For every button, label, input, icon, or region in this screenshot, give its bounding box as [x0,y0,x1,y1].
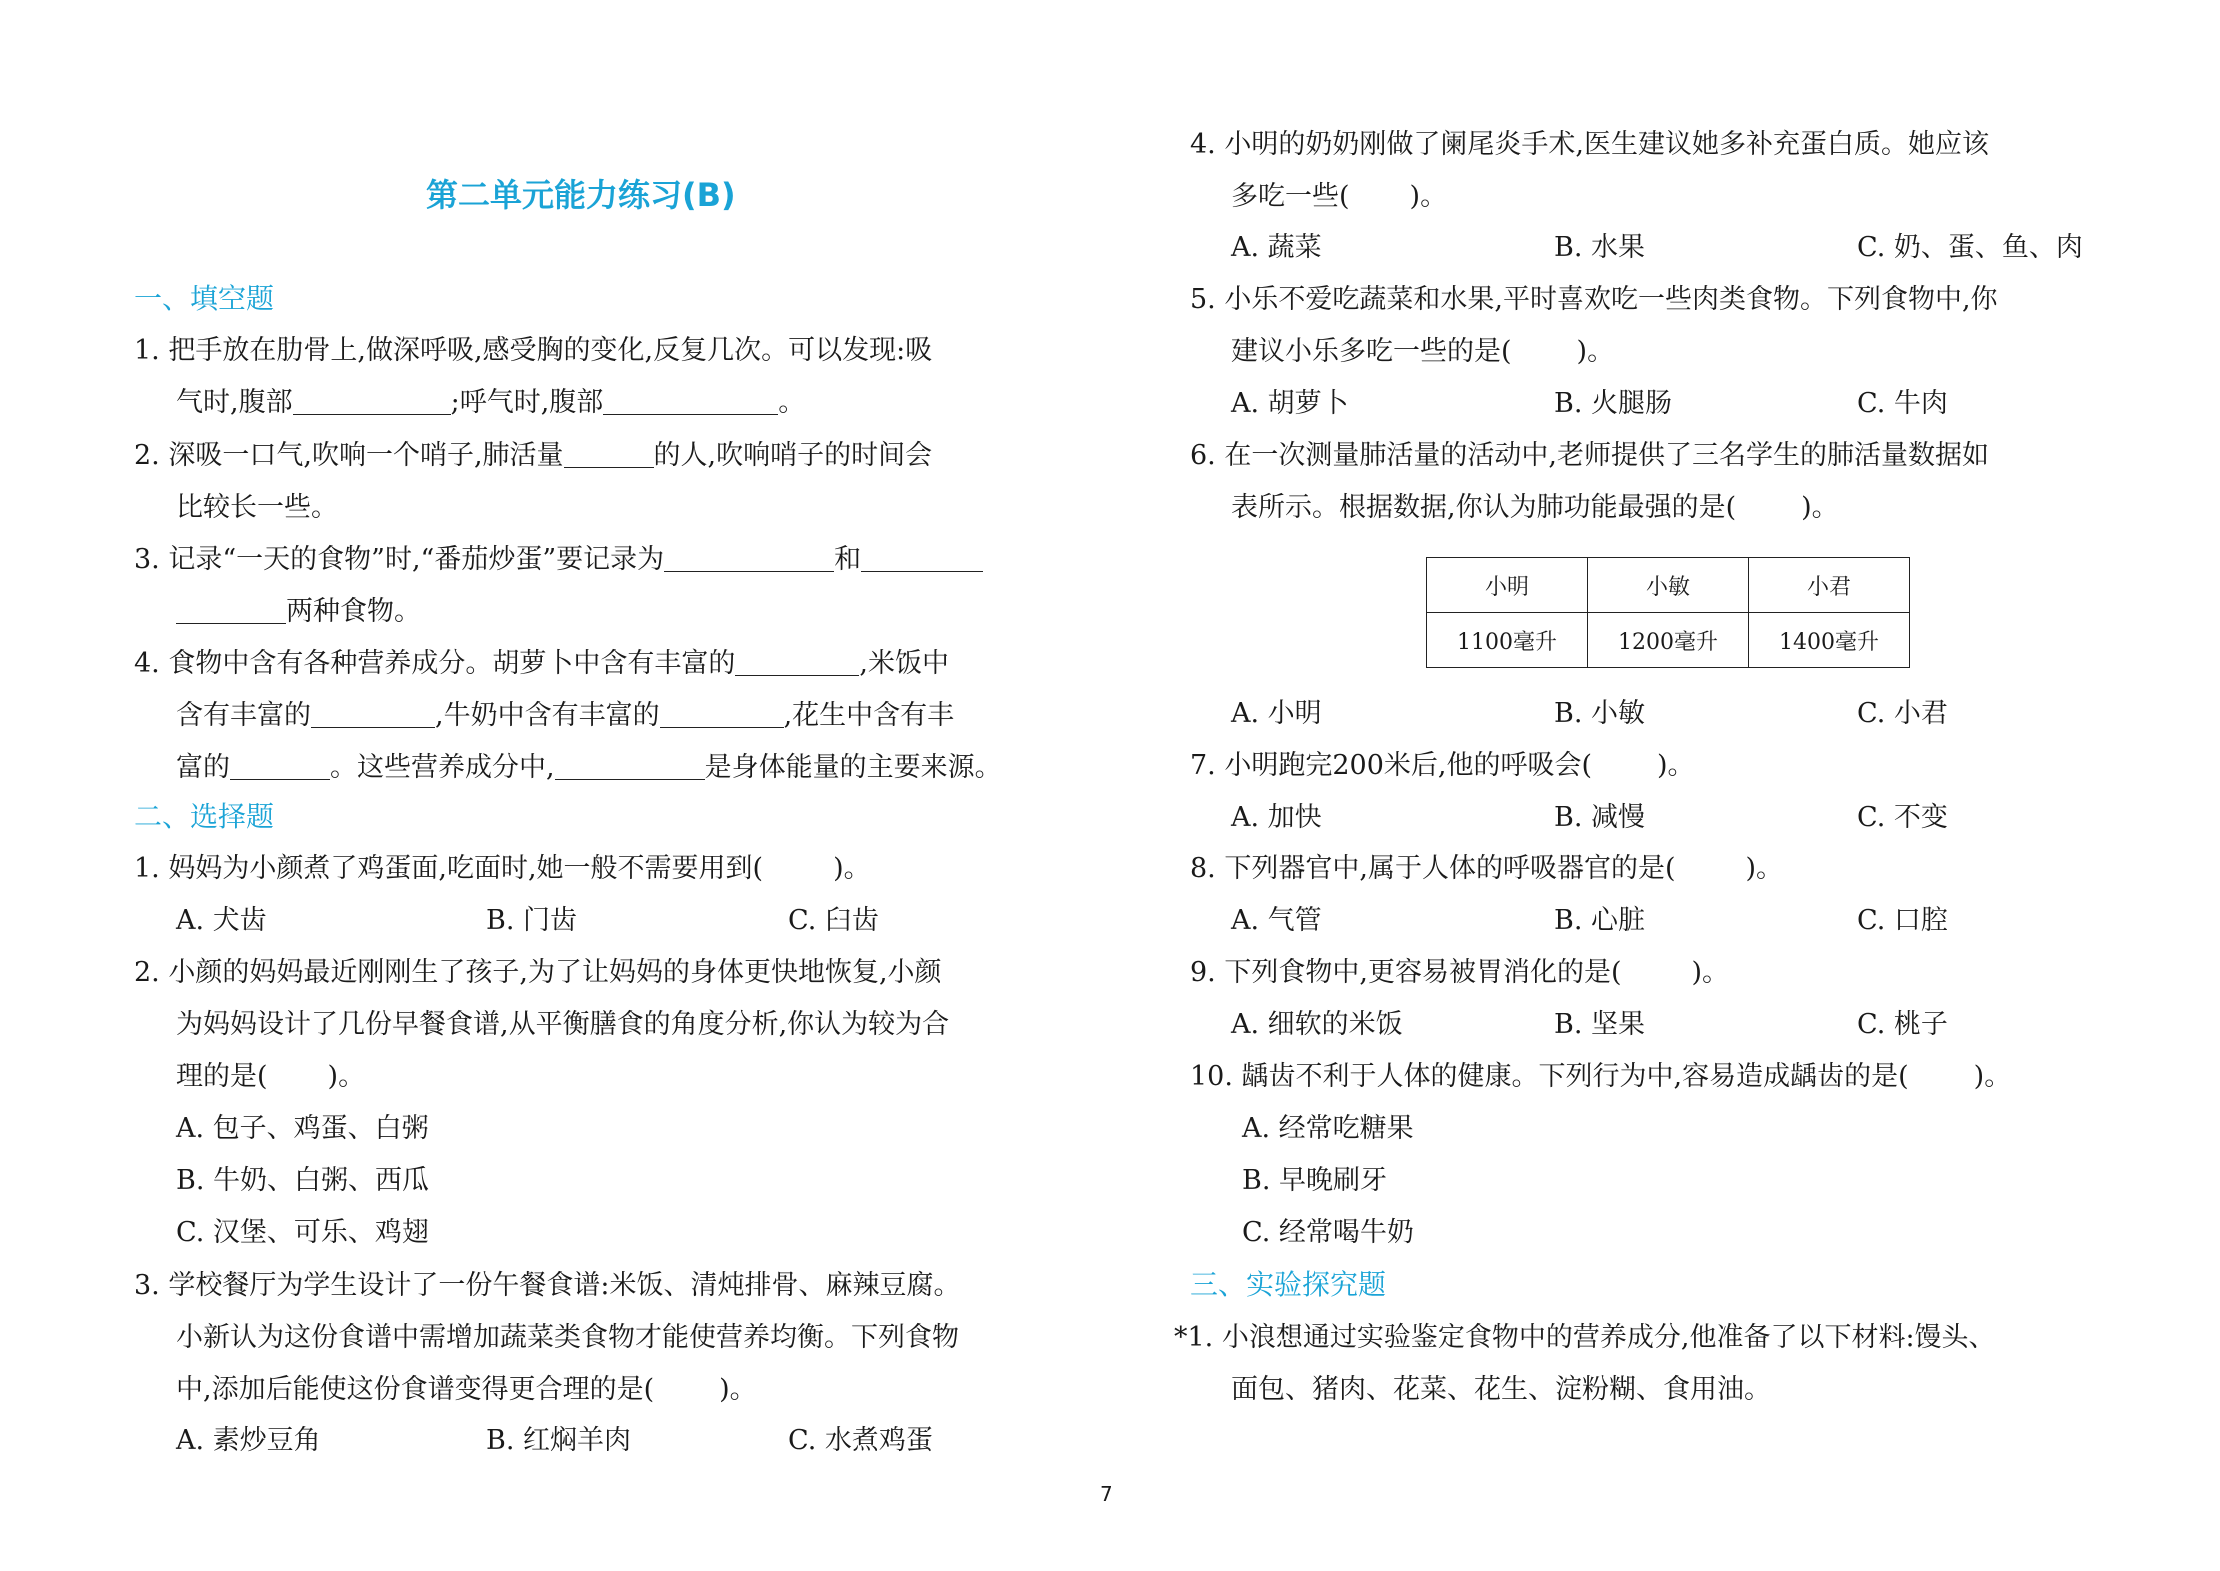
question-number: 4. [1190,129,1216,160]
question-number: 1. [134,853,160,884]
question-text: 妈妈为小颜煮了鸡蛋面,吃面时,她一般不需要用到( [168,853,764,884]
answer-blank[interactable] [861,543,983,572]
answer-blank[interactable] [230,751,330,780]
question-text: )。 [1745,853,1784,884]
question-number: 10. [1190,1061,1233,1092]
choice-q2-option-b[interactable]: B. 牛奶、白粥、西瓜 [176,1165,430,1196]
question-text: )。 [1657,750,1695,781]
question-text: 小颜的妈妈最近刚刚生了孩子,为了让妈妈的身体更快地恢复,小颜 [168,957,942,988]
choice-q6-option-b[interactable]: B. 小敏 [1554,698,1646,729]
question-text: ,米饭中 [859,648,949,679]
question-text: )。 [1973,1061,2012,1092]
choice-q2-option-c[interactable]: C. 汉堡、可乐、鸡翅 [176,1217,429,1248]
choice-q1-option-c[interactable]: C. 臼齿 [788,905,879,936]
choice-q9-stem [1190,953,1729,993]
fill-q1-line2 [176,383,805,423]
choice-q2-line2: 为妈妈设计了几份早餐食谱,从平衡膳食的角度分析,你认为较为合 [176,1009,950,1040]
question-number: 3. [134,544,160,575]
choice-q1-option-a[interactable]: A. 犬齿 [176,905,267,936]
choice-q6-option-a[interactable]: A. 小明 [1231,698,1322,729]
choice-q8-option-b[interactable]: B. 心脏 [1554,905,1646,936]
fill-q4-line3 [176,748,1002,788]
choice-q4-line1 [1190,125,1989,165]
choice-q1-option-b[interactable]: B. 门齿 [486,905,578,936]
question-text: ;呼气时,腹部 [450,387,604,418]
question-text: 学校餐厅为学生设计了一份午餐食谱:米饭、清炖排骨、麻辣豆腐。 [168,1270,961,1301]
choice-q10-stem [1190,1057,2011,1097]
choice-q7-option-a[interactable]: A. 加快 [1231,802,1322,833]
choice-q2-line3 [176,1057,365,1097]
question-text: ,牛奶中含有丰富的 [435,700,660,731]
choice-q8-option-c[interactable]: C. 口腔 [1857,905,1948,936]
table-cell: 1200毫升 [1588,613,1749,668]
question-text: 记录“一天的食物”时,“番茄炒蛋”要记录为 [168,544,665,575]
experiment-q1-line2: 面包、猪肉、花菜、花生、淀粉糊、食用油。 [1231,1374,1771,1405]
choice-q6-line1 [1190,436,1989,476]
answer-blank[interactable] [555,751,705,780]
question-number: 2. [134,440,160,471]
choice-q10-option-b[interactable]: B. 早晚刷牙 [1242,1165,1388,1196]
question-text: 理的是( [176,1061,268,1092]
choice-q8-option-a[interactable]: A. 气管 [1231,905,1322,936]
question-number: 2. [134,957,160,988]
question-number: 4. [134,648,160,679]
fill-q4-line2 [176,696,954,736]
answer-blank[interactable] [564,439,654,468]
question-number: 3. [134,1270,160,1301]
question-text: 。这些营养成分中, [330,752,555,783]
choice-q8-stem [1190,849,1783,889]
question-number: 8. [1190,853,1216,884]
choice-q10-option-c[interactable]: C. 经常喝牛奶 [1242,1217,1414,1248]
choice-q7-option-c[interactable]: C. 不变 [1857,802,1948,833]
choice-q4-line2 [1231,177,1447,217]
question-text: 两种食物。 [286,596,421,627]
choice-q6-option-c[interactable]: C. 小君 [1857,698,1948,729]
fill-q2-line2: 比较长一些。 [176,492,338,523]
answer-blank[interactable] [176,595,286,624]
table-cell: 1100毫升 [1427,613,1588,668]
question-text: 含有丰富的 [176,700,311,731]
table-header-row [1427,558,1910,613]
answer-blank[interactable] [311,699,435,728]
choice-q9-option-a[interactable]: A. 细软的米饭 [1231,1009,1403,1040]
question-text: ,花生中含有丰 [783,700,955,731]
question-text: 多吃一些( [1231,181,1350,212]
answer-blank[interactable] [664,543,834,572]
choice-q4-option-a[interactable]: A. 蔬菜 [1231,232,1322,263]
question-number: 9. [1190,957,1216,988]
section-choice-heading: 二、选择题 [134,800,275,833]
question-text: )。 [1409,181,1448,212]
answer-blank[interactable] [603,386,778,415]
choice-q3-line3 [176,1370,757,1410]
experiment-q1-line1 [1174,1318,1996,1358]
fill-q1-line1 [134,331,932,371]
question-text: 的人,吹响哨子的时间会 [653,440,933,471]
question-text: )。 [719,1374,757,1405]
answer-blank[interactable] [293,386,451,415]
choice-q5-option-b[interactable]: B. 火腿肠 [1554,388,1673,419]
question-number: 1. [134,335,160,366]
question-text: )。 [1576,336,1615,367]
question-text: 把手放在肋骨上,做深呼吸,感受胸的变化,反复几次。可以发现:吸 [168,335,933,366]
question-text: 气时,腹部 [176,387,293,418]
section-experiment-heading: 三、实验探究题 [1190,1268,1387,1301]
question-text: 深吸一口气,吹响一个哨子,肺活量 [168,440,564,471]
table-header-cell: 小明 [1427,558,1588,613]
question-text: 是身体能量的主要来源。 [704,752,1002,783]
table-row [1427,613,1910,668]
choice-q5-option-a[interactable]: A. 胡萝卜 [1231,388,1349,419]
question-text: 下列器官中,属于人体的呼吸器官的是( [1224,853,1676,884]
question-text: 龋齿不利于人体的健康。下列行为中,容易造成龋齿的是( [1241,1061,1909,1092]
choice-q3-line2: 小新认为这份食谱中需增加蔬菜类食物才能使营养均衡。下列食物 [176,1322,959,1353]
choice-q1-stem [134,849,871,889]
choice-q3-option-c[interactable]: C. 水煮鸡蛋 [788,1425,933,1456]
question-text: 表所示。根据数据,你认为肺功能最强的是( [1231,492,1737,523]
question-text: 富的 [176,752,230,783]
fill-q4-line1 [134,644,949,684]
choice-q3-option-a[interactable]: A. 素炒豆角 [176,1425,321,1456]
choice-q6-line2 [1231,488,1839,528]
question-text: )。 [327,1061,366,1092]
question-text: 小浪想通过实验鉴定食物中的营养成分,他准备了以下材料:馒头、 [1221,1322,1996,1353]
question-text: 下列食物中,更容易被胃消化的是( [1224,957,1622,988]
fill-q3-line2 [176,592,421,632]
fill-q3-line1 [134,540,983,580]
choice-q5-line2 [1231,332,1614,372]
choice-q5-option-c[interactable]: C. 牛肉 [1857,388,1948,419]
question-text: 和 [834,544,862,575]
question-text: 小乐不爱吃蔬菜和水果,平时喜欢吃一些肉类食物。下列食物中,你 [1224,284,1998,315]
question-text: )。 [1801,492,1839,523]
choice-q4-option-c[interactable]: C. 奶、蛋、鱼、肉 [1857,232,2083,263]
choice-q9-option-c[interactable]: C. 桃子 [1857,1009,1948,1040]
table-cell: 1400毫升 [1749,613,1910,668]
question-text: 食物中含有各种营养成分。胡萝卜中含有丰富的 [168,648,736,679]
choice-q3-line1 [134,1266,960,1306]
choice-q3-option-b[interactable]: B. 红焖羊肉 [486,1425,632,1456]
choice-q4-option-b[interactable]: B. 水果 [1554,232,1646,263]
choice-q7-option-b[interactable]: B. 减慢 [1554,802,1646,833]
question-text: 。 [778,387,806,418]
choice-q9-option-b[interactable]: B. 坚果 [1554,1009,1646,1040]
table-header-cell: 小敏 [1588,558,1749,613]
question-number: 5. [1190,284,1216,315]
choice-q2-option-a[interactable]: A. 包子、鸡蛋、白粥 [176,1113,429,1144]
question-text: 小明的奶奶刚做了阑尾炎手术,医生建议她多补充蛋白质。她应该 [1224,129,1989,160]
choice-q5-line1 [1190,280,1998,320]
section-fill-blank-heading: 一、填空题 [134,282,275,315]
choice-q2-line1 [134,953,942,993]
question-number: 7. [1190,750,1216,781]
answer-blank[interactable] [660,699,784,728]
question-text: 建议小乐多吃一些的是( [1231,336,1512,367]
question-text: 中,添加后能使这份食谱变得更合理的是( [176,1374,655,1405]
lung-capacity-table [1426,557,1910,668]
page-title: 第二单元能力练习(B) [426,176,736,214]
choice-q10-option-a[interactable]: A. 经常吃糖果 [1242,1113,1414,1144]
question-text: 在一次测量肺活量的活动中,老师提供了三名学生的肺活量数据如 [1224,440,1989,471]
question-number: *1. [1174,1322,1214,1353]
question-text: )。 [833,853,871,884]
answer-blank[interactable] [735,647,859,676]
question-text: 小明跑完200米后,他的呼吸会( [1224,750,1593,781]
question-number: 6. [1190,440,1216,471]
page-number: 7 [1100,1482,1113,1506]
fill-q2-line1 [134,436,932,476]
choice-q7-stem [1190,746,1695,786]
question-text: )。 [1691,957,1730,988]
table-header-cell: 小君 [1749,558,1910,613]
